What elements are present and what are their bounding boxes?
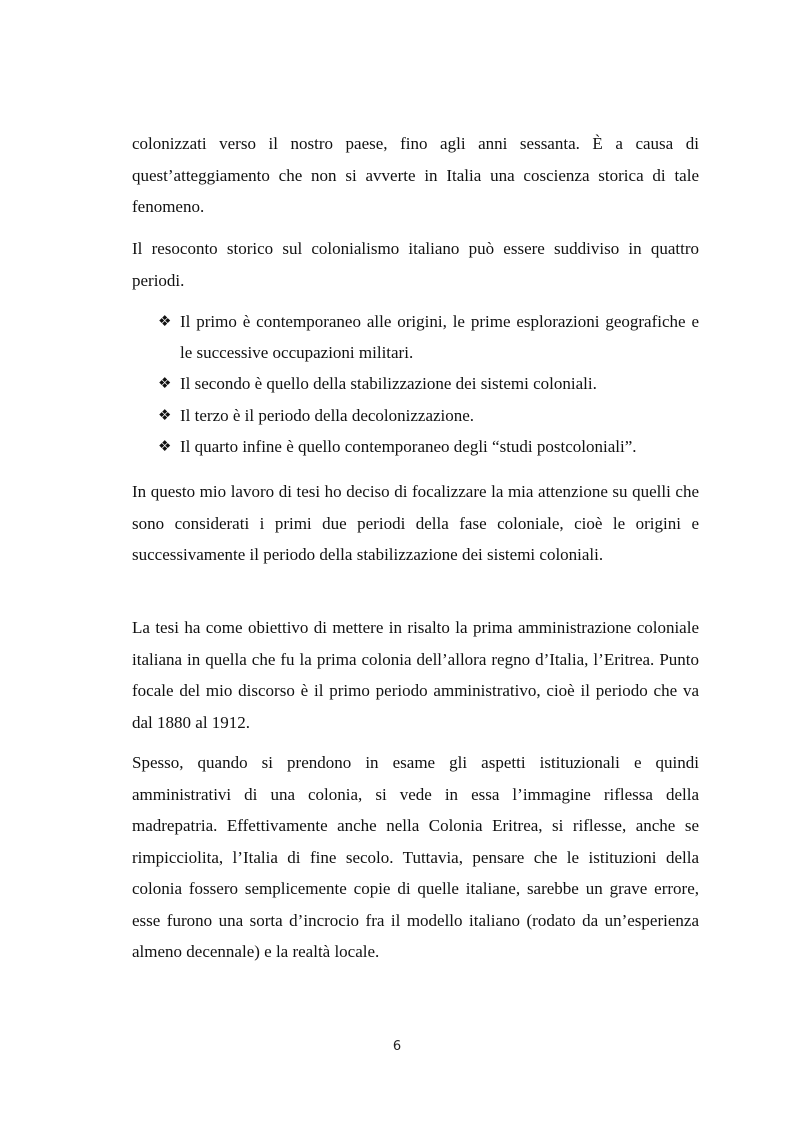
list-item-text: Il quarto infine è quello contemporaneo degli “studi postcoloniali”. bbox=[180, 437, 637, 456]
diamond-bullet-icon: ❖ bbox=[158, 405, 172, 424]
diamond-bullet-icon: ❖ bbox=[158, 312, 172, 330]
list-item-text: Il secondo è quello della stabilizzazione dei sistemi coloniali. bbox=[180, 374, 597, 393]
paragraph-3: In questo mio lavoro di tesi ho deciso di focalizzare la mia attenzione su quelli che sono considerati i primi due periodi della fase coloniale, cioè le origini e successivamente il periodo della stabilizzazione dei sistemi coloniali. bbox=[132, 482, 699, 564]
page-number: 6 bbox=[392, 1039, 402, 1054]
diamond-bullet-icon: ❖ bbox=[158, 437, 172, 455]
list-item bbox=[132, 306, 699, 368]
list-item bbox=[132, 431, 699, 463]
list-item bbox=[132, 368, 699, 400]
paragraph-5: Spesso, quando si prendono in esame gli aspetti istituzionali e quindi amministrativi di una colonia, si vede in essa l’immagine riflessa della madrepatria. Effettivamente anche nella Colonia Eritrea, si riflesse, anche se rimpicciolita, l’Italia di fine secolo. Tuttavia, pensare che le istituzioni della colonia fossero semplicemente copie di quelle italiane, sarebbe un grave errore, esse furono una sorta d’incrocio fra il modello italiano (rodato da un’esperienza almeno decennale) e la realtà locale. bbox=[132, 753, 699, 961]
paragraph-1: colonizzati verso il nostro paese, fino agli anni sessanta. È a causa di quest’atteggiamento che non si avverte in Italia una coscienza storica di tale fenomeno. bbox=[132, 134, 699, 216]
diamond-bullet-icon: ❖ bbox=[158, 374, 172, 392]
list-item-text: Il terzo è il periodo della decolonizzazione. bbox=[180, 405, 475, 425]
list-item bbox=[132, 400, 699, 432]
paragraph-4: La tesi ha come obiettivo di mettere in risalto la prima amministrazione coloniale italiana in quella che fu la prima colonia dell’allora regno d’Italia, l’Eritrea. Punto focale del mio discorso è il primo periodo amministrativo, cioè il periodo che va dal 1880 al 1912. bbox=[132, 618, 699, 732]
period-list bbox=[132, 306, 699, 463]
paragraph-2: Il resoconto storico sul colonialismo italiano può essere suddiviso in quattro periodi. bbox=[132, 239, 699, 290]
list-item-text: Il primo è contemporaneo alle origini, le prime esplorazioni geografiche e le successive occupazioni militari. bbox=[180, 312, 699, 362]
